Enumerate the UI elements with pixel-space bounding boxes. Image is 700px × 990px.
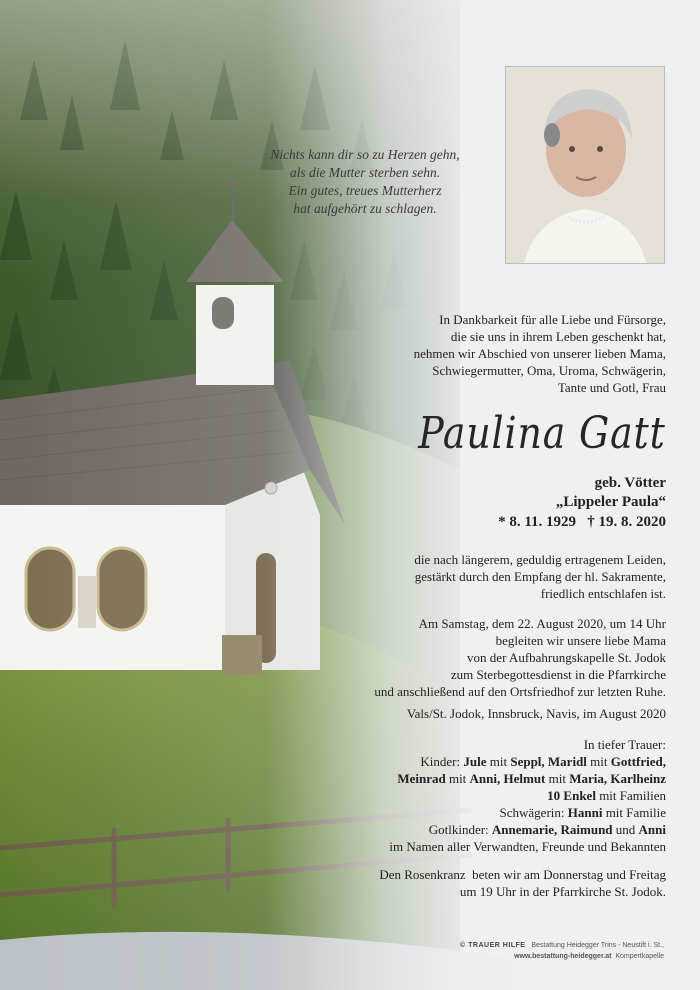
children-line: Meinrad mit Anni, Helmut mit Maria, Karlheinz	[397, 771, 666, 786]
passing-line: gestärkt durch den Empfang der hl. Sakramente,	[414, 569, 666, 584]
life-dates: * 8. 11. 1929 † 19. 8. 2020	[498, 514, 666, 530]
intro-line: die sie uns in ihrem Leben geschenkt hat,	[450, 329, 666, 344]
godchildren-line: Gotlkinder: Annemarie, Raimund und Anni	[428, 822, 666, 837]
sister-in-law-line: Schwägerin: Hanni mit Familie	[499, 805, 666, 820]
poem-line: als die Mutter sterben sehn.	[289, 165, 441, 180]
mourning-list	[306, 736, 666, 855]
funeral-line: und anschließend auf den Ortsfriedhof zur letzten Ruhe.	[374, 684, 666, 699]
place-date: Vals/St. Jodok, Innsbruck, Navis, im August 2020	[406, 706, 666, 721]
children-line: Kinder: Jule mit Seppl, Maridl mit Gottfried,	[420, 754, 666, 769]
relatives-line: im Namen aller Verwandten, Freunde und Bekannten	[389, 839, 666, 854]
funeral-home-website[interactable]: www.bestattung-heidegger.at	[514, 953, 612, 960]
funeral-text	[326, 615, 666, 700]
rosary-text	[326, 866, 666, 900]
intro-line: In Dankbarkeit für alle Liebe und Fürsorge,	[439, 312, 666, 327]
grandchildren-line: 10 Enkel mit Familien	[547, 788, 666, 803]
funeral-home-extra: Kompertkapelle	[611, 953, 664, 960]
funeral-line: zum Sterbegottesdienst in die Pfarrkirche	[450, 667, 666, 682]
rosary-line: Den Rosenkranz beten wir am Donnerstag und Freitag	[379, 867, 666, 882]
maiden-name: geb. Vötter	[594, 475, 666, 491]
poem	[250, 146, 480, 218]
poem-line: Nichts kann dir so zu Herzen gehn,	[270, 147, 460, 162]
funeral-line: von der Aufbahrungskapelle St. Jodok	[467, 650, 666, 665]
funeral-line: Am Samstag, dem 22. August 2020, um 14 Uhr	[418, 616, 666, 631]
deceased-name: Paulina Gatt	[418, 408, 666, 459]
intro-line: nehmen wir Abschied von unserer lieben Mama,	[413, 346, 666, 361]
intro-line: Tante und Gotl, Frau	[557, 380, 666, 395]
funeral-home-footer	[460, 940, 664, 962]
mourning-heading: In tiefer Trauer:	[583, 737, 666, 752]
passing-text	[336, 551, 666, 602]
portrait-photo	[505, 66, 665, 264]
rosary-line: um 19 Uhr in der Pfarrkirche St. Jodok.	[459, 884, 666, 899]
funeral-home-address: Bestattung Heidegger Trins - Neustift i. St.,	[531, 942, 664, 949]
intro-text	[336, 311, 666, 396]
nickname: „Lippeler Paula“	[555, 494, 666, 510]
intro-line: Schwiegermutter, Oma, Uroma, Schwägerin,	[432, 363, 666, 378]
poem-line: hat aufgehört zu schlagen.	[293, 201, 437, 216]
passing-line: friedlich entschlafen ist.	[540, 586, 666, 601]
poem-line: Ein gutes, treues Mutterherz	[288, 183, 442, 198]
passing-line: die nach längerem, geduldig ertragenem Leiden,	[414, 552, 666, 567]
funeral-line: begleiten wir unsere liebe Mama	[495, 633, 666, 648]
trauer-hilfe-logo: © TRAUER HILFE	[460, 942, 526, 949]
